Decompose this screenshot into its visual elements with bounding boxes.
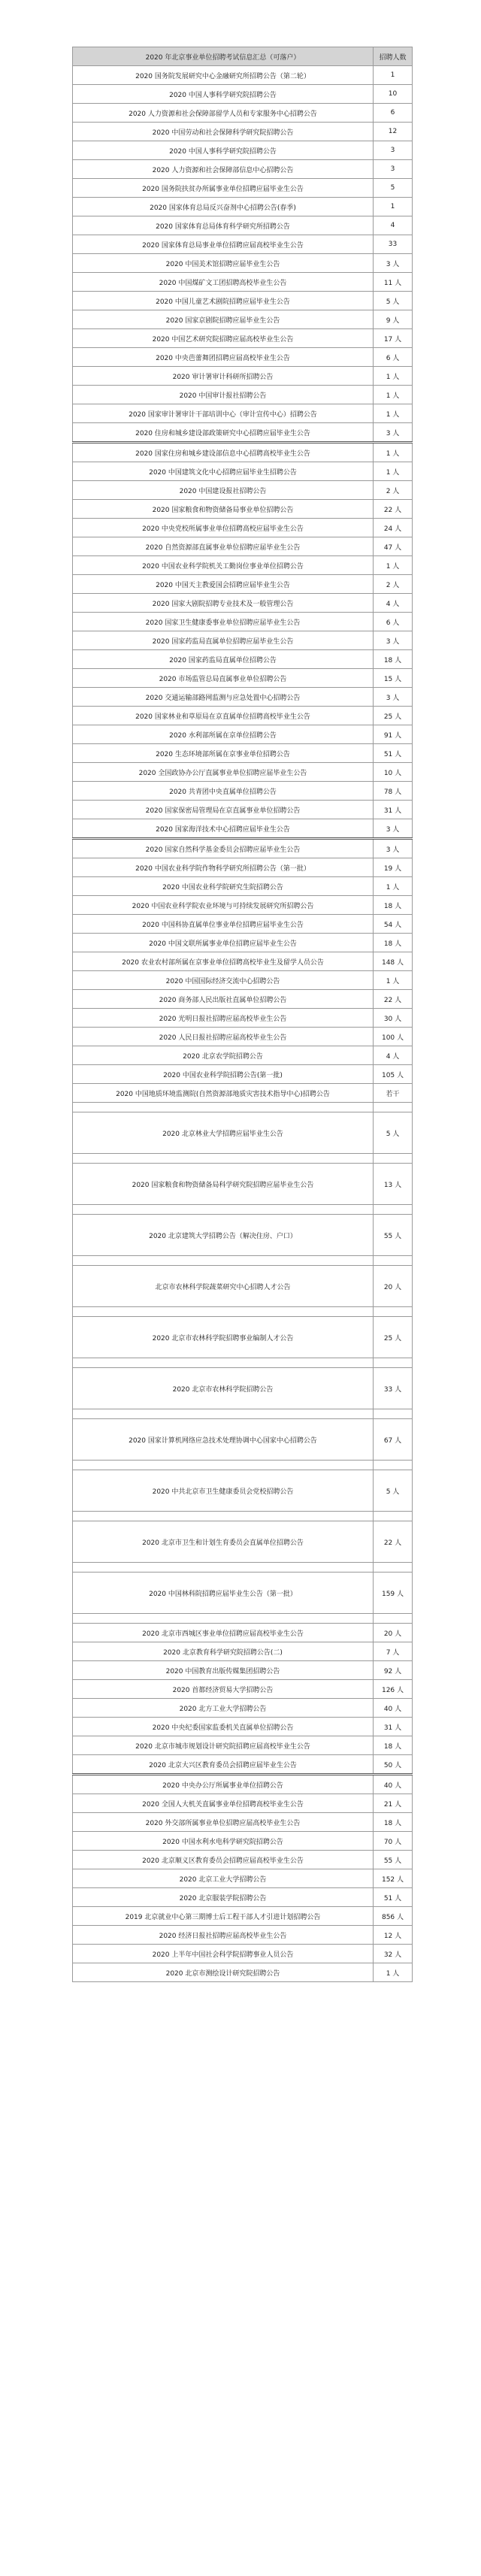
- table-row: [73, 329, 413, 348]
- table-row: [73, 744, 413, 763]
- blank-row: [73, 1256, 413, 1266]
- announcement-title-cell: 2020 国家审计署审计干部培训中心（审计宣传中心）招聘公告: [73, 404, 374, 423]
- announcement-title-cell: 2020 国务院扶贫办所属事业单位招聘应届毕业生公告: [73, 179, 374, 198]
- table-row: [73, 198, 413, 216]
- hiring-count-cell: 18 人: [374, 1813, 413, 1832]
- hiring-count-cell: 13 人: [374, 1164, 413, 1205]
- table-row: [73, 1755, 413, 1775]
- announcement-title-cell: 2020 中国国际经济交流中心招聘公告: [73, 971, 374, 990]
- table-row: [73, 519, 413, 537]
- table-row: [73, 1368, 413, 1409]
- hiring-count-cell: 15 人: [374, 669, 413, 688]
- table-body: [73, 66, 413, 1982]
- table-row: [73, 1521, 413, 1563]
- announcement-title-cell: 2020 首都经济贸易大学招聘公告: [73, 1680, 374, 1699]
- hiring-count-cell: 3 人: [374, 688, 413, 707]
- table-row: [73, 1736, 413, 1755]
- announcement-title-cell: 2020 中国教育出版传媒集团招聘公告: [73, 1661, 374, 1680]
- announcement-title-cell: 2020 国家卫生健康委事业单位招聘应届毕业生公告: [73, 613, 374, 631]
- announcement-title-cell: 2020 北京市测绘设计研究院招聘公告: [73, 1963, 374, 1982]
- announcement-title-cell: 2020 中央办公厅所属事业单位招聘公告: [73, 1775, 374, 1794]
- table-row: [73, 1775, 413, 1794]
- announcement-title-cell: 2020 北京建筑大学招聘公告（解决住房、户口）: [73, 1215, 374, 1256]
- hiring-count-cell: 3: [374, 141, 413, 160]
- announcement-title-cell: [73, 1512, 374, 1521]
- announcement-title-cell: 2020 审计署审计科研所招聘公告: [73, 367, 374, 386]
- table-row: [73, 367, 413, 386]
- table-row: [73, 1813, 413, 1832]
- hiring-count-cell: 18 人: [374, 1736, 413, 1755]
- table-row: [73, 1112, 413, 1154]
- announcement-title-cell: 2020 国家粮食和物资储备局科学研究院招聘应届毕业生公告: [73, 1164, 374, 1205]
- hiring-count-cell: [374, 1563, 413, 1573]
- table-row: [73, 556, 413, 575]
- hiring-count-cell: [374, 1461, 413, 1470]
- hiring-count-cell: [374, 1307, 413, 1317]
- blank-row: [73, 1461, 413, 1470]
- table-row: [73, 179, 413, 198]
- announcement-title-cell: [73, 1358, 374, 1368]
- announcement-title-cell: [73, 1256, 374, 1266]
- hiring-count-cell: 1 人: [374, 404, 413, 423]
- table-row: [73, 1419, 413, 1461]
- announcement-title-cell: 2020 北京工业大学招聘公告: [73, 1869, 374, 1888]
- announcement-title-cell: 2020 国家大剧院招聘专业技术及一般管理公告: [73, 594, 374, 613]
- announcement-title-cell: 2020 国家计算机网络应急技术处理协调中心国家中心招聘公告: [73, 1419, 374, 1461]
- announcement-title-cell: 2020 中共北京市卫生健康委员会党校招聘公告: [73, 1470, 374, 1512]
- announcement-title-cell: 2020 北京教育科学研究院招聘公告(二): [73, 1642, 374, 1661]
- table-row: [73, 575, 413, 594]
- announcement-title-cell: 2020 上半年中国社会科学院招聘事业人员公告: [73, 1945, 374, 1963]
- table-row: [73, 1573, 413, 1614]
- hiring-count-cell: 54 人: [374, 915, 413, 934]
- hiring-count-cell: 1 人: [374, 556, 413, 575]
- announcement-title-cell: 2020 人力资源和社会保障部信息中心招聘公告: [73, 160, 374, 179]
- hiring-count-cell: 6 人: [374, 613, 413, 631]
- hiring-count-cell: 5 人: [374, 1470, 413, 1512]
- table-row: [73, 348, 413, 367]
- blank-row: [73, 1358, 413, 1368]
- table-row: [73, 1851, 413, 1869]
- announcement-title-cell: 2020 国家药监局直属单位招聘应届毕业生公告: [73, 631, 374, 650]
- hiring-count-cell: 17 人: [374, 329, 413, 348]
- announcement-title-cell: 2020 中国劳动和社会保障科学研究院招聘公告: [73, 123, 374, 141]
- announcement-title-cell: 2020 光明日报社招聘应届高校毕业生公告: [73, 1009, 374, 1028]
- table-row: [73, 1266, 413, 1307]
- hiring-count-cell: 18 人: [374, 896, 413, 915]
- hiring-count-cell: 若干: [374, 1084, 413, 1103]
- announcement-title-cell: 2020 中国艺术研究院招聘应届高校毕业生公告: [73, 329, 374, 348]
- table-row: [73, 1888, 413, 1907]
- announcement-title-cell: [73, 1103, 374, 1112]
- table-row: [73, 631, 413, 650]
- announcement-title-cell: 2020 中国儿童艺术剧院招聘应届毕业生公告: [73, 292, 374, 310]
- table-row: [73, 1832, 413, 1851]
- announcement-title-cell: [73, 1154, 374, 1164]
- hiring-count-cell: 152 人: [374, 1869, 413, 1888]
- announcement-title-cell: 2020 经济日报社招聘应届高校毕业生公告: [73, 1926, 374, 1945]
- hiring-count-cell: 1: [374, 198, 413, 216]
- hiring-count-cell: 1: [374, 66, 413, 85]
- announcement-title-cell: 2020 国家自然科学基金委员会招聘应届毕业生公告: [73, 839, 374, 858]
- hiring-count-cell: [374, 1256, 413, 1266]
- hiring-count-cell: 31 人: [374, 801, 413, 819]
- hiring-count-cell: 22 人: [374, 990, 413, 1009]
- table-row: [73, 1699, 413, 1718]
- table-row: [73, 650, 413, 669]
- hiring-count-cell: 32 人: [374, 1945, 413, 1963]
- table-row: [73, 1642, 413, 1661]
- hiring-count-cell: 7 人: [374, 1642, 413, 1661]
- hiring-count-cell: 1 人: [374, 386, 413, 404]
- announcement-title-cell: 2020 国家药监局直属单位招聘公告: [73, 650, 374, 669]
- hiring-count-cell: 40 人: [374, 1699, 413, 1718]
- hiring-count-cell: 6 人: [374, 348, 413, 367]
- announcement-title-cell: 2020 国家海洋技术中心招聘应届毕业生公告: [73, 819, 374, 839]
- table-row: [73, 1661, 413, 1680]
- hiring-count-cell: 31 人: [374, 1718, 413, 1736]
- hiring-count-cell: 92 人: [374, 1661, 413, 1680]
- announcement-title-cell: 2020 北方工业大学招聘公告: [73, 1699, 374, 1718]
- table-row: [73, 839, 413, 858]
- hiring-count-cell: 33: [374, 235, 413, 254]
- table-row: [73, 66, 413, 85]
- hiring-count-cell: 126 人: [374, 1680, 413, 1699]
- hiring-count-cell: 1 人: [374, 367, 413, 386]
- table-row: [73, 1065, 413, 1084]
- announcement-title-cell: 2020 中国农业科学院农业环境与可持续发展研究所招聘公告: [73, 896, 374, 915]
- announcement-title-cell: 2020 商务部人民出版社直属单位招聘公告: [73, 990, 374, 1009]
- table-row: [73, 1215, 413, 1256]
- table-row: [73, 1945, 413, 1963]
- table-row: [73, 235, 413, 254]
- hiring-count-cell: 148 人: [374, 952, 413, 971]
- hiring-count-cell: [374, 1614, 413, 1624]
- announcement-title-cell: 2020 北京农学院招聘公告: [73, 1046, 374, 1065]
- hiring-count-cell: 1 人: [374, 1963, 413, 1982]
- hiring-count-cell: 3 人: [374, 423, 413, 443]
- announcement-title-cell: [73, 1563, 374, 1573]
- table-row: [73, 1794, 413, 1813]
- announcement-title-cell: 2020 国家粮食和物资储备局事业单位招聘公告: [73, 500, 374, 519]
- announcement-title-cell: 2020 北京顺义区教育委员会招聘应届高校毕业生公告: [73, 1851, 374, 1869]
- announcement-title-cell: 2020 中国科协直属单位事业单位招聘应届毕业生公告: [73, 915, 374, 934]
- hiring-count-cell: 55 人: [374, 1215, 413, 1256]
- hiring-count-cell: 1 人: [374, 877, 413, 896]
- announcement-title-cell: 2020 水利部所属在京单位招聘公告: [73, 725, 374, 744]
- hiring-count-cell: [374, 1512, 413, 1521]
- announcement-title-cell: 2020 国家体育总局反兴奋剂中心招聘公告(春季): [73, 198, 374, 216]
- blank-row: [73, 1614, 413, 1624]
- hiring-count-cell: 100 人: [374, 1028, 413, 1046]
- announcement-title-cell: 2020 中国农业科学院作物科学研究所招聘公告（第一批）: [73, 858, 374, 877]
- table-row: [73, 1028, 413, 1046]
- announcement-title-cell: 2020 自然资源部直属事业单位招聘应届毕业生公告: [73, 537, 374, 556]
- hiring-count-cell: 6: [374, 104, 413, 123]
- hiring-count-cell: 25 人: [374, 707, 413, 725]
- hiring-count-cell: 856 人: [374, 1907, 413, 1926]
- title-header-cell: 2020 年北京事业单位招聘考试信息汇总（可落户）: [73, 47, 374, 66]
- table-row: [73, 896, 413, 915]
- hiring-count-cell: 105 人: [374, 1065, 413, 1084]
- hiring-count-cell: 20 人: [374, 1266, 413, 1307]
- announcement-title-cell: 2020 中国煤矿文工团招聘高校毕业生公告: [73, 273, 374, 292]
- announcement-title-cell: 2020 中国水利水电科学研究院招聘公告: [73, 1832, 374, 1851]
- announcement-title-cell: 2020 交通运输部路网监测与应急处置中心招聘公告: [73, 688, 374, 707]
- table-row: [73, 801, 413, 819]
- announcement-title-cell: 2020 全国人大机关直属事业单位招聘高校毕业生公告: [73, 1794, 374, 1813]
- table-row: [73, 1718, 413, 1736]
- hiring-count-cell: 51 人: [374, 744, 413, 763]
- table-row: [73, 877, 413, 896]
- table-row: [73, 273, 413, 292]
- hiring-count-cell: 78 人: [374, 782, 413, 801]
- announcement-title-cell: 2020 北京服装学院招聘公告: [73, 1888, 374, 1907]
- announcement-title-cell: 2020 中国人事科学研究院招聘公告: [73, 141, 374, 160]
- hiring-count-cell: 20 人: [374, 1624, 413, 1642]
- header-row: [73, 47, 413, 66]
- blank-row: [73, 1409, 413, 1419]
- hiring-count-cell: [374, 1409, 413, 1419]
- table-row: [73, 1317, 413, 1358]
- blank-row: [73, 1103, 413, 1112]
- blank-row: [73, 1154, 413, 1164]
- hiring-count-cell: 3 人: [374, 254, 413, 273]
- table-row: [73, 500, 413, 519]
- hiring-count-cell: 5 人: [374, 292, 413, 310]
- announcement-title-cell: 2020 北京林业大学招聘应届毕业生公告: [73, 1112, 374, 1154]
- hiring-count-cell: [374, 1103, 413, 1112]
- table-row: [73, 1869, 413, 1888]
- table-row: [73, 1680, 413, 1699]
- announcement-title-cell: [73, 1461, 374, 1470]
- hiring-count-cell: 51 人: [374, 1888, 413, 1907]
- hiring-count-cell: 3: [374, 160, 413, 179]
- announcement-title-cell: [73, 1307, 374, 1317]
- table-row: [73, 725, 413, 744]
- announcement-title-cell: 2020 中国美术馆招聘应届毕业生公告: [73, 254, 374, 273]
- announcement-title-cell: 2020 外交部所属事业单位招聘应届高校毕业生公告: [73, 1813, 374, 1832]
- announcement-title-cell: 2020 北京市西城区事业单位招聘应届高校毕业生公告: [73, 1624, 374, 1642]
- announcement-title-cell: 2020 市场监管总局直属事业单位招聘公告: [73, 669, 374, 688]
- hiring-count-cell: 4: [374, 216, 413, 235]
- announcement-title-cell: 北京市农林科学院蔬菜研究中心招聘人才公告: [73, 1266, 374, 1307]
- hiring-count-cell: 33 人: [374, 1368, 413, 1409]
- table-row: [73, 1084, 413, 1103]
- announcement-title-cell: 2020 中国文联所属事业单位招聘应届毕业生公告: [73, 934, 374, 952]
- table-row: [73, 216, 413, 235]
- announcement-title-cell: 2020 中国天主教爱国会招聘应届毕业生公告: [73, 575, 374, 594]
- table-row: [73, 423, 413, 443]
- announcement-title-cell: 2019 北京就业中心第三期博士后工程干部人才引进计划招聘公告: [73, 1907, 374, 1926]
- table-row: [73, 613, 413, 631]
- table-row: [73, 1470, 413, 1512]
- hiring-count-cell: 22 人: [374, 1521, 413, 1563]
- table-row: [73, 310, 413, 329]
- hiring-count-cell: 21 人: [374, 1794, 413, 1813]
- hiring-count-cell: 3 人: [374, 631, 413, 650]
- table-row: [73, 782, 413, 801]
- announcement-title-cell: 2020 中国农业科学院机关工勤岗位事业单位招聘公告: [73, 556, 374, 575]
- hiring-count-cell: 159 人: [374, 1573, 413, 1614]
- hiring-count-cell: 91 人: [374, 725, 413, 744]
- announcement-title-cell: 2020 北京市农林科学院招聘事业编制人才公告: [73, 1317, 374, 1358]
- hiring-count-cell: 19 人: [374, 858, 413, 877]
- announcement-title-cell: 2020 共青团中央直属单位招聘公告: [73, 782, 374, 801]
- recruitment-summary-table: [72, 47, 413, 1982]
- table-header: [73, 47, 413, 66]
- table-row: [73, 141, 413, 160]
- announcement-title-cell: 2020 农业农村部所属在京事业单位招聘高校毕业生及留学人员公告: [73, 952, 374, 971]
- hiring-count-cell: 40 人: [374, 1775, 413, 1794]
- announcement-title-cell: 2020 生态环境部所属在京事业单位招聘公告: [73, 744, 374, 763]
- table-row: [73, 386, 413, 404]
- table-row: [73, 1963, 413, 1982]
- hiring-count-cell: [374, 1358, 413, 1368]
- hiring-count-cell: 18 人: [374, 934, 413, 952]
- hiring-count-cell: 24 人: [374, 519, 413, 537]
- hiring-count-cell: 50 人: [374, 1755, 413, 1775]
- table-row: [73, 688, 413, 707]
- hiring-count-cell: [374, 1154, 413, 1164]
- blank-row: [73, 1205, 413, 1215]
- table-row: [73, 443, 413, 462]
- table-row: [73, 292, 413, 310]
- announcement-title-cell: 2020 住房和城乡建设部政策研究中心招聘应届毕业生公告: [73, 423, 374, 443]
- hiring-count-cell: 18 人: [374, 650, 413, 669]
- announcement-title-cell: 2020 北京市城市规划设计研究院招聘应届高校毕业生公告: [73, 1736, 374, 1755]
- hiring-count-cell: 2 人: [374, 481, 413, 500]
- table-row: [73, 1009, 413, 1028]
- hiring-count-cell: 3 人: [374, 819, 413, 839]
- hiring-count-cell: 3 人: [374, 839, 413, 858]
- announcement-title-cell: 2020 国家林业和草原局在京直属单位招聘高校毕业生公告: [73, 707, 374, 725]
- announcement-title-cell: 2020 国家住房和城乡建设部信息中心招聘高校毕业生公告: [73, 443, 374, 462]
- announcement-title-cell: 2020 北京市卫生和计划生育委员会直属单位招聘公告: [73, 1521, 374, 1563]
- announcement-title-cell: 2020 国家体育总局事业单位招聘应届高校毕业生公告: [73, 235, 374, 254]
- table-row: [73, 254, 413, 273]
- table-row: [73, 1926, 413, 1945]
- table-row: [73, 934, 413, 952]
- table-row: [73, 123, 413, 141]
- hiring-count-cell: 4 人: [374, 594, 413, 613]
- table-row: [73, 915, 413, 934]
- announcement-title-cell: [73, 1409, 374, 1419]
- announcement-title-cell: 2020 中国建设报社招聘公告: [73, 481, 374, 500]
- table-row: [73, 1046, 413, 1065]
- hiring-count-cell: 10: [374, 85, 413, 104]
- announcement-title-cell: 2020 国务院发展研究中心金融研究所招聘公告（第二轮）: [73, 66, 374, 85]
- hiring-count-cell: 2 人: [374, 575, 413, 594]
- table-row: [73, 104, 413, 123]
- hiring-count-cell: 12: [374, 123, 413, 141]
- hiring-count-cell: 55 人: [374, 1851, 413, 1869]
- table-row: [73, 669, 413, 688]
- announcement-title-cell: [73, 1205, 374, 1215]
- hiring-count-cell: 11 人: [374, 273, 413, 292]
- announcement-title-cell: 2020 北京大兴区教育委员会招聘应届毕业生公告: [73, 1755, 374, 1775]
- hiring-count-cell: 1 人: [374, 443, 413, 462]
- hiring-count-cell: [374, 1205, 413, 1215]
- table-row: [73, 819, 413, 839]
- hiring-count-cell: 70 人: [374, 1832, 413, 1851]
- announcement-title-cell: 2020 中国林科院招聘应届毕业生公告（第一批）: [73, 1573, 374, 1614]
- announcement-title-cell: 2020 中央纪委国家监委机关直属单位招聘公告: [73, 1718, 374, 1736]
- announcement-title-cell: 2020 中国建筑文化中心招聘应届毕业生招聘公告: [73, 462, 374, 481]
- blank-row: [73, 1307, 413, 1317]
- announcement-title-cell: 2020 人民日报社招聘应届高校毕业生公告: [73, 1028, 374, 1046]
- announcement-title-cell: [73, 1614, 374, 1624]
- hiring-count-cell: 25 人: [374, 1317, 413, 1358]
- table-row: [73, 952, 413, 971]
- table-row: [73, 462, 413, 481]
- table-row: [73, 1164, 413, 1205]
- hiring-count-cell: 10 人: [374, 763, 413, 782]
- hiring-count-cell: 5: [374, 179, 413, 198]
- announcement-title-cell: 2020 人力资源和社会保障部留学人员和专家服务中心招聘公告: [73, 104, 374, 123]
- announcement-title-cell: 2020 中国地质环境监测院(自然资源部地质灾害技术指导中心)招聘公告: [73, 1084, 374, 1103]
- hiring-count-cell: 12 人: [374, 1926, 413, 1945]
- announcement-title-cell: 2020 中央芭蕾舞团招聘应届高校毕业生公告: [73, 348, 374, 367]
- blank-row: [73, 1512, 413, 1521]
- table-row: [73, 160, 413, 179]
- announcement-title-cell: 2020 国家保密局管理局在京直属事业单位招聘公告: [73, 801, 374, 819]
- table-row: [73, 1907, 413, 1926]
- announcement-title-cell: 2020 中国农业科学院研究生院招聘公告: [73, 877, 374, 896]
- announcement-title-cell: 2020 中国农业科学院招聘公告(第一批): [73, 1065, 374, 1084]
- hiring-count-cell: 22 人: [374, 500, 413, 519]
- announcement-title-cell: 2020 国家京剧院招聘应届毕业生公告: [73, 310, 374, 329]
- table-row: [73, 404, 413, 423]
- hiring-count-cell: 5 人: [374, 1112, 413, 1154]
- hiring-count-cell: 9 人: [374, 310, 413, 329]
- hiring-count-cell: 47 人: [374, 537, 413, 556]
- table-row: [73, 85, 413, 104]
- hiring-count-cell: 1 人: [374, 971, 413, 990]
- announcement-title-cell: 2020 中国审计报社招聘公告: [73, 386, 374, 404]
- table-row: [73, 707, 413, 725]
- hiring-count-cell: 4 人: [374, 1046, 413, 1065]
- announcement-title-cell: 2020 北京市农林科学院招聘公告: [73, 1368, 374, 1409]
- table-row: [73, 763, 413, 782]
- table-row: [73, 537, 413, 556]
- blank-row: [73, 1563, 413, 1573]
- table-row: [73, 481, 413, 500]
- hiring-count-cell: 1 人: [374, 462, 413, 481]
- table-row: [73, 971, 413, 990]
- announcement-title-cell: 2020 国家体育总局体育科学研究所招聘公告: [73, 216, 374, 235]
- hiring-count-cell: 30 人: [374, 1009, 413, 1028]
- hiring-count-cell: 67 人: [374, 1419, 413, 1461]
- table-row: [73, 858, 413, 877]
- count-header-cell: 招聘人数: [374, 47, 413, 66]
- announcement-title-cell: 2020 全国政协办公厅直属事业单位招聘应届毕业生公告: [73, 763, 374, 782]
- table-row: [73, 1624, 413, 1642]
- table-row: [73, 594, 413, 613]
- announcement-title-cell: 2020 中国人事科学研究院招聘公告: [73, 85, 374, 104]
- table-row: [73, 990, 413, 1009]
- announcement-title-cell: 2020 中央党校所属事业单位招聘高校应届毕业生公告: [73, 519, 374, 537]
